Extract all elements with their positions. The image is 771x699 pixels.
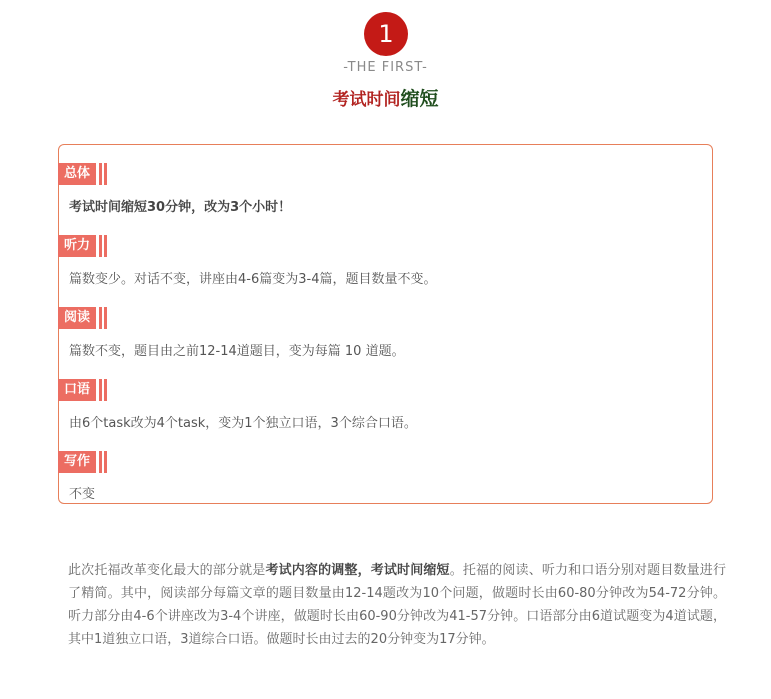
section-tag [58, 379, 107, 401]
section-tag [58, 235, 107, 257]
section-text: 考试时间缩短30分钟，改为3个小时！ [69, 200, 292, 215]
tag-label: 听力 [58, 235, 96, 257]
section-text: 篇数不变，题目由之前12-14道题目，变为每篇 10 道题。 [69, 344, 405, 359]
tag-bar-decoration [104, 163, 107, 185]
title-accent-text: 缩短 [400, 88, 439, 110]
section-text: 由6个task改为4个task，变为1个独立口语，3个综合口语。 [69, 416, 417, 431]
tag-bar-decoration [104, 379, 107, 401]
paragraph-text: 此次托福改革变化最大的部分就是 [68, 563, 266, 578]
tag-bar-decoration [99, 307, 102, 329]
section-number-badge: 1 [364, 12, 408, 56]
section-title [0, 84, 771, 111]
tag-bar-decoration [99, 163, 102, 185]
section-tag [58, 451, 107, 473]
tag-bar-decoration [104, 307, 107, 329]
paragraph-bold-text: 考试内容的调整，考试时间缩短 [265, 563, 450, 578]
tag-label: 口语 [58, 379, 96, 401]
section-subtitle: -THE FIRST- [343, 60, 428, 75]
title-text: 考试时间 [332, 90, 401, 110]
tag-bar-decoration [104, 451, 107, 473]
tag-label: 写作 [58, 451, 96, 473]
paragraph-text: 。托福的阅读、听力和口语分别对题目数量进行了精简。其中，阅读部分每篇文章的题目数量由12-14题改为10个问题，做题时长由60-80分钟改为54-72分钟。听力部分由4-6个讲座改为3-4个讲座，做题时长由60-90分钟改为41-57分钟。口语部分由6道试题变为4道试题，其中1道独立口语，3道综合口语。做题时长由过去的20分钟变为17分钟。 [68, 563, 726, 647]
tag-label: 总体 [58, 163, 96, 185]
section-tag [58, 163, 107, 185]
changes-summary-card [58, 144, 713, 504]
tag-bar-decoration [99, 451, 102, 473]
tag-bar-decoration [99, 235, 102, 257]
section-tag [58, 307, 107, 329]
section-text: 篇数变少。对话不变，讲座由4-6篇变为3-4篇，题目数量不变。 [69, 272, 437, 287]
summary-paragraph [68, 559, 726, 651]
tag-bar-decoration [104, 235, 107, 257]
tag-bar-decoration [99, 379, 102, 401]
tag-label: 阅读 [58, 307, 96, 329]
section-text: 不变 [69, 487, 96, 502]
